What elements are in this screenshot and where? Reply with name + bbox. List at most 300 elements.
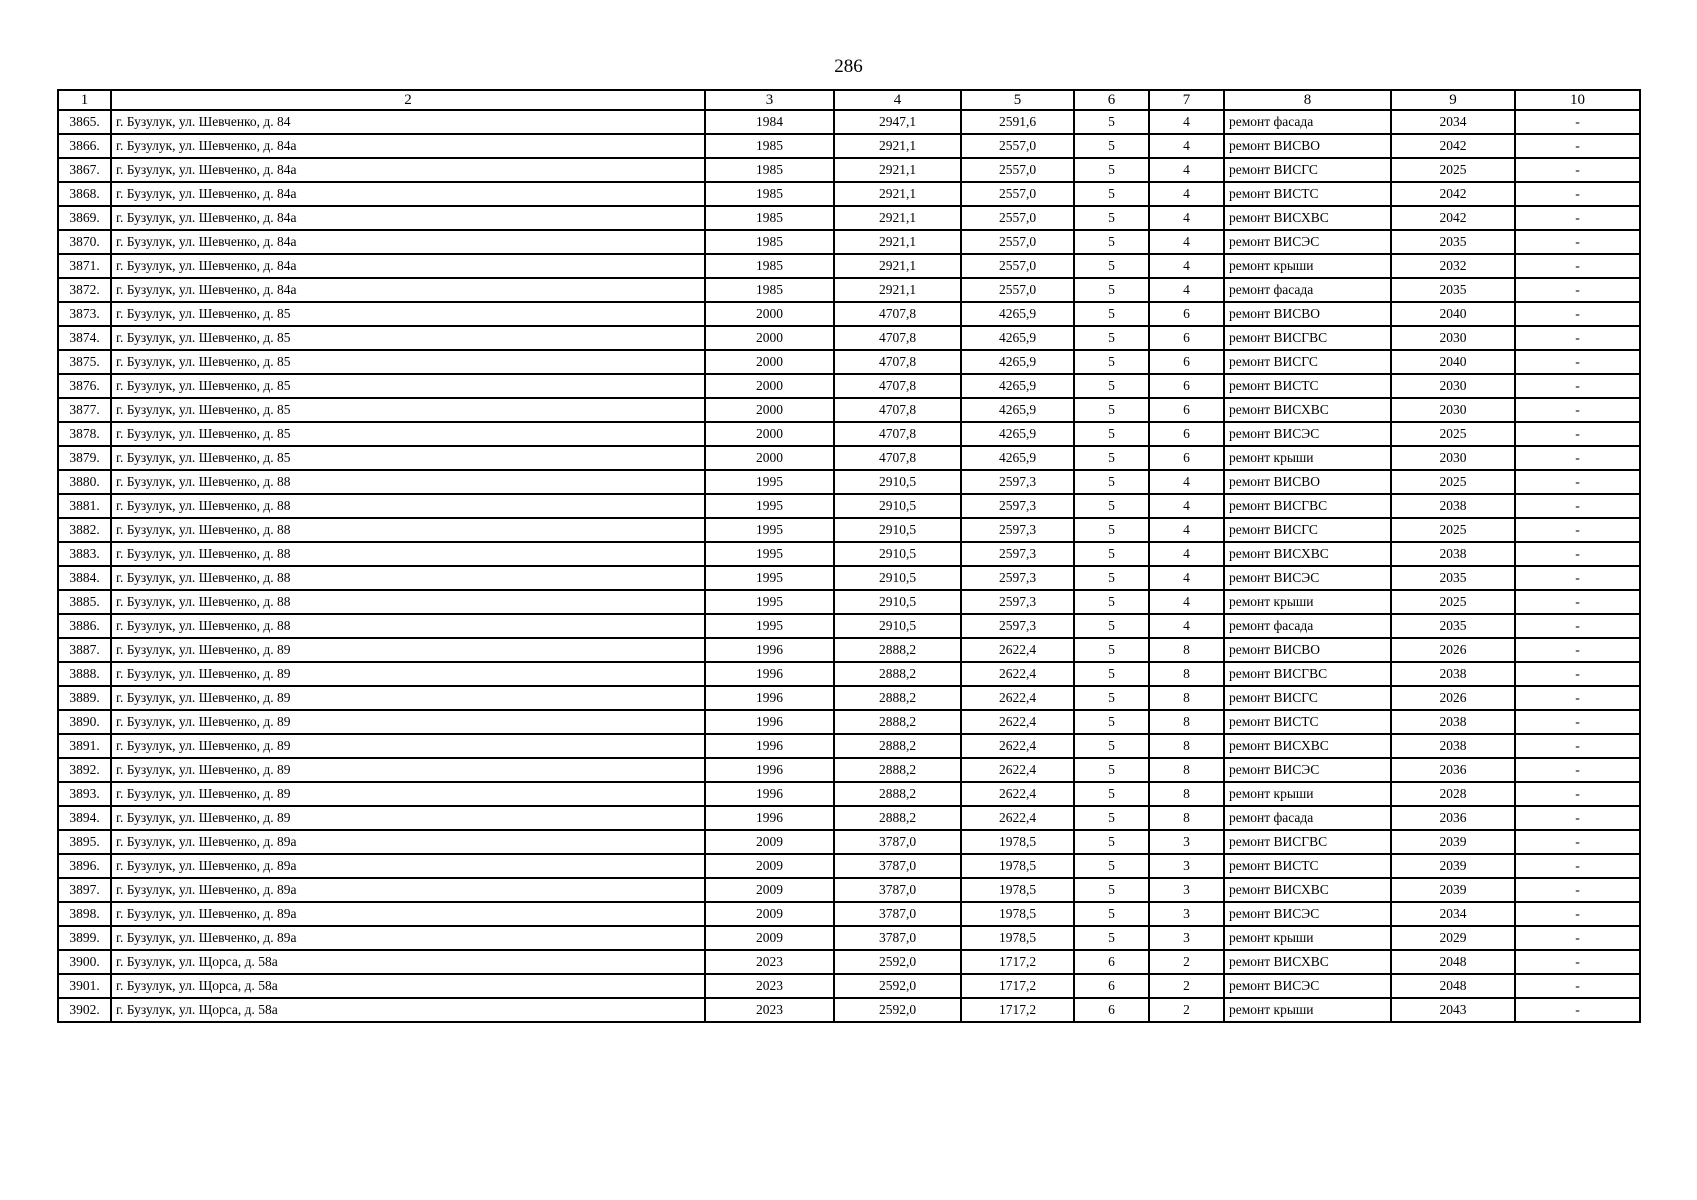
table-header-row — [58, 90, 1640, 110]
cell-floors: 5 — [1074, 830, 1149, 854]
cell-repair-type: ремонт фасада — [1224, 614, 1391, 638]
cell-living-area: 4265,9 — [961, 398, 1074, 422]
cell-floors: 5 — [1074, 638, 1149, 662]
cell-row-number: 3868. — [58, 182, 111, 206]
cell-floors: 5 — [1074, 758, 1149, 782]
cell-living-area: 2591,6 — [961, 110, 1074, 134]
cell-address: г. Бузулук, ул. Шевченко, д. 88 — [111, 614, 705, 638]
cell-living-area: 2622,4 — [961, 662, 1074, 686]
cell-entrances: 6 — [1149, 398, 1224, 422]
cell-row-number: 3884. — [58, 566, 111, 590]
cell-row-number: 3889. — [58, 686, 111, 710]
table-row — [58, 950, 1640, 974]
cell-living-area: 2597,3 — [961, 614, 1074, 638]
cell-living-area: 4265,9 — [961, 446, 1074, 470]
cell-living-area: 2597,3 — [961, 542, 1074, 566]
cell-note: - — [1515, 278, 1640, 302]
cell-repair-type: ремонт ВИСХВС — [1224, 398, 1391, 422]
cell-year-built: 2000 — [705, 398, 834, 422]
cell-repair-type: ремонт фасада — [1224, 278, 1391, 302]
cell-total-area: 4707,8 — [834, 302, 961, 326]
cell-note: - — [1515, 518, 1640, 542]
cell-year-built: 1995 — [705, 542, 834, 566]
table-row — [58, 734, 1640, 758]
cell-floors: 5 — [1074, 206, 1149, 230]
cell-repair-year: 2038 — [1391, 542, 1515, 566]
cell-row-number: 3865. — [58, 110, 111, 134]
cell-repair-type: ремонт ВИСЭС — [1224, 230, 1391, 254]
cell-total-area: 2921,1 — [834, 158, 961, 182]
cell-entrances: 4 — [1149, 182, 1224, 206]
cell-living-area: 2622,4 — [961, 710, 1074, 734]
cell-entrances: 4 — [1149, 206, 1224, 230]
cell-repair-year: 2025 — [1391, 590, 1515, 614]
table-row — [58, 662, 1640, 686]
cell-row-number: 3869. — [58, 206, 111, 230]
cell-floors: 5 — [1074, 374, 1149, 398]
cell-repair-type: ремонт ВИСВО — [1224, 638, 1391, 662]
cell-entrances: 6 — [1149, 446, 1224, 470]
cell-entrances: 6 — [1149, 350, 1224, 374]
cell-total-area: 3787,0 — [834, 926, 961, 950]
cell-address: г. Бузулук, ул. Шевченко, д. 84 — [111, 110, 705, 134]
table-row — [58, 254, 1640, 278]
cell-repair-year: 2039 — [1391, 878, 1515, 902]
cell-total-area: 2910,5 — [834, 518, 961, 542]
cell-repair-year: 2025 — [1391, 518, 1515, 542]
cell-repair-year: 2034 — [1391, 902, 1515, 926]
page-number: 286 — [834, 56, 863, 77]
cell-repair-year: 2026 — [1391, 638, 1515, 662]
cell-note: - — [1515, 182, 1640, 206]
cell-note: - — [1515, 134, 1640, 158]
cell-note: - — [1515, 494, 1640, 518]
column-header-2: 2 — [111, 90, 705, 110]
cell-note: - — [1515, 374, 1640, 398]
cell-entrances: 4 — [1149, 158, 1224, 182]
cell-repair-year: 2042 — [1391, 206, 1515, 230]
cell-floors: 6 — [1074, 950, 1149, 974]
cell-repair-type: ремонт ВИСХВС — [1224, 206, 1391, 230]
cell-address: г. Бузулук, ул. Шевченко, д. 88 — [111, 494, 705, 518]
cell-total-area: 4707,8 — [834, 350, 961, 374]
cell-repair-type: ремонт ВИСТС — [1224, 854, 1391, 878]
cell-address: г. Бузулук, ул. Шевченко, д. 85 — [111, 422, 705, 446]
cell-floors: 5 — [1074, 542, 1149, 566]
cell-address: г. Бузулук, ул. Шевченко, д. 89 — [111, 734, 705, 758]
cell-living-area: 2622,4 — [961, 734, 1074, 758]
cell-floors: 5 — [1074, 926, 1149, 950]
cell-entrances: 4 — [1149, 518, 1224, 542]
cell-living-area: 4265,9 — [961, 302, 1074, 326]
cell-year-built: 1985 — [705, 206, 834, 230]
cell-repair-type: ремонт ВИСВО — [1224, 470, 1391, 494]
cell-year-built: 1985 — [705, 134, 834, 158]
table-row — [58, 230, 1640, 254]
cell-repair-type: ремонт фасада — [1224, 110, 1391, 134]
cell-entrances: 4 — [1149, 614, 1224, 638]
cell-living-area: 4265,9 — [961, 326, 1074, 350]
cell-row-number: 3885. — [58, 590, 111, 614]
cell-repair-year: 2025 — [1391, 158, 1515, 182]
cell-note: - — [1515, 782, 1640, 806]
cell-row-number: 3883. — [58, 542, 111, 566]
cell-repair-year: 2035 — [1391, 230, 1515, 254]
table-row — [58, 326, 1640, 350]
cell-repair-year: 2038 — [1391, 734, 1515, 758]
cell-floors: 5 — [1074, 662, 1149, 686]
cell-address: г. Бузулук, ул. Шевченко, д. 88 — [111, 590, 705, 614]
cell-entrances: 6 — [1149, 422, 1224, 446]
cell-floors: 5 — [1074, 566, 1149, 590]
cell-total-area: 2947,1 — [834, 110, 961, 134]
cell-repair-year: 2036 — [1391, 806, 1515, 830]
cell-note: - — [1515, 158, 1640, 182]
cell-address: г. Бузулук, ул. Шевченко, д. 89 — [111, 710, 705, 734]
cell-entrances: 3 — [1149, 878, 1224, 902]
cell-address: г. Бузулук, ул. Шевченко, д. 89а — [111, 878, 705, 902]
cell-row-number: 3882. — [58, 518, 111, 542]
cell-address: г. Бузулук, ул. Шевченко, д. 85 — [111, 326, 705, 350]
cell-total-area: 3787,0 — [834, 878, 961, 902]
cell-row-number: 3876. — [58, 374, 111, 398]
cell-repair-year: 2036 — [1391, 758, 1515, 782]
cell-living-area: 2622,4 — [961, 758, 1074, 782]
cell-repair-year: 2038 — [1391, 494, 1515, 518]
cell-address: г. Бузулук, ул. Щорса, д. 58а — [111, 950, 705, 974]
cell-total-area: 2910,5 — [834, 566, 961, 590]
cell-row-number: 3873. — [58, 302, 111, 326]
cell-repair-year: 2035 — [1391, 278, 1515, 302]
cell-repair-type: ремонт ВИСЭС — [1224, 758, 1391, 782]
cell-living-area: 1978,5 — [961, 878, 1074, 902]
cell-note: - — [1515, 854, 1640, 878]
cell-entrances: 8 — [1149, 782, 1224, 806]
cell-living-area: 4265,9 — [961, 374, 1074, 398]
cell-floors: 5 — [1074, 278, 1149, 302]
cell-address: г. Бузулук, ул. Шевченко, д. 89а — [111, 854, 705, 878]
cell-repair-type: ремонт ВИСТС — [1224, 182, 1391, 206]
cell-row-number: 3874. — [58, 326, 111, 350]
cell-entrances: 8 — [1149, 710, 1224, 734]
cell-entrances: 8 — [1149, 638, 1224, 662]
cell-floors: 5 — [1074, 782, 1149, 806]
cell-row-number: 3891. — [58, 734, 111, 758]
cell-note: - — [1515, 998, 1640, 1022]
cell-total-area: 2921,1 — [834, 254, 961, 278]
cell-living-area: 2622,4 — [961, 806, 1074, 830]
cell-year-built: 1996 — [705, 782, 834, 806]
cell-year-built: 1985 — [705, 278, 834, 302]
cell-row-number: 3897. — [58, 878, 111, 902]
cell-row-number: 3881. — [58, 494, 111, 518]
table-row — [58, 542, 1640, 566]
cell-floors: 5 — [1074, 878, 1149, 902]
cell-address: г. Бузулук, ул. Шевченко, д. 84а — [111, 206, 705, 230]
cell-total-area: 2921,1 — [834, 278, 961, 302]
cell-repair-type: ремонт крыши — [1224, 926, 1391, 950]
cell-living-area: 1978,5 — [961, 902, 1074, 926]
table-row — [58, 374, 1640, 398]
cell-note: - — [1515, 806, 1640, 830]
cell-address: г. Бузулук, ул. Шевченко, д. 84а — [111, 158, 705, 182]
table-row — [58, 182, 1640, 206]
register-table — [57, 89, 1641, 1023]
cell-total-area: 2592,0 — [834, 950, 961, 974]
table-row — [58, 638, 1640, 662]
cell-repair-type: ремонт ВИСХВС — [1224, 950, 1391, 974]
cell-entrances: 4 — [1149, 470, 1224, 494]
cell-repair-year: 2026 — [1391, 686, 1515, 710]
cell-address: г. Бузулук, ул. Шевченко, д. 85 — [111, 398, 705, 422]
cell-address: г. Бузулук, ул. Шевченко, д. 84а — [111, 230, 705, 254]
column-header-7: 7 — [1149, 90, 1224, 110]
cell-living-area: 1978,5 — [961, 926, 1074, 950]
cell-total-area: 2921,1 — [834, 206, 961, 230]
cell-entrances: 3 — [1149, 902, 1224, 926]
cell-floors: 6 — [1074, 974, 1149, 998]
cell-note: - — [1515, 230, 1640, 254]
cell-total-area: 2921,1 — [834, 182, 961, 206]
table-row — [58, 422, 1640, 446]
cell-year-built: 1995 — [705, 518, 834, 542]
cell-repair-year: 2048 — [1391, 974, 1515, 998]
cell-row-number: 3899. — [58, 926, 111, 950]
cell-note: - — [1515, 926, 1640, 950]
table-row — [58, 686, 1640, 710]
cell-floors: 6 — [1074, 998, 1149, 1022]
column-header-5: 5 — [961, 90, 1074, 110]
cell-row-number: 3892. — [58, 758, 111, 782]
cell-note: - — [1515, 638, 1640, 662]
table-row — [58, 350, 1640, 374]
cell-year-built: 2009 — [705, 902, 834, 926]
cell-repair-year: 2038 — [1391, 662, 1515, 686]
column-header-3: 3 — [705, 90, 834, 110]
cell-repair-type: ремонт ВИСТС — [1224, 710, 1391, 734]
cell-total-area: 2910,5 — [834, 590, 961, 614]
cell-floors: 5 — [1074, 518, 1149, 542]
table-row — [58, 782, 1640, 806]
cell-year-built: 1995 — [705, 470, 834, 494]
cell-note: - — [1515, 686, 1640, 710]
cell-total-area: 2910,5 — [834, 614, 961, 638]
cell-floors: 5 — [1074, 422, 1149, 446]
cell-year-built: 1985 — [705, 182, 834, 206]
table-row — [58, 494, 1640, 518]
cell-note: - — [1515, 446, 1640, 470]
cell-entrances: 4 — [1149, 134, 1224, 158]
column-header-4: 4 — [834, 90, 961, 110]
cell-address: г. Бузулук, ул. Шевченко, д. 88 — [111, 542, 705, 566]
cell-living-area: 2622,4 — [961, 638, 1074, 662]
cell-repair-type: ремонт ВИСХВС — [1224, 878, 1391, 902]
cell-year-built: 2009 — [705, 854, 834, 878]
cell-repair-year: 2025 — [1391, 470, 1515, 494]
cell-year-built: 1996 — [705, 734, 834, 758]
cell-floors: 5 — [1074, 734, 1149, 758]
cell-address: г. Бузулук, ул. Шевченко, д. 89 — [111, 638, 705, 662]
cell-living-area: 2557,0 — [961, 134, 1074, 158]
cell-floors: 5 — [1074, 326, 1149, 350]
cell-entrances: 8 — [1149, 686, 1224, 710]
cell-repair-type: ремонт ВИСГВС — [1224, 662, 1391, 686]
cell-repair-year: 2030 — [1391, 398, 1515, 422]
cell-repair-type: ремонт ВИСХВС — [1224, 734, 1391, 758]
cell-repair-year: 2032 — [1391, 254, 1515, 278]
cell-year-built: 2000 — [705, 350, 834, 374]
cell-floors: 5 — [1074, 494, 1149, 518]
table-row — [58, 278, 1640, 302]
table-row — [58, 614, 1640, 638]
cell-address: г. Бузулук, ул. Щорса, д. 58а — [111, 998, 705, 1022]
table-row — [58, 902, 1640, 926]
cell-note: - — [1515, 254, 1640, 278]
cell-floors: 5 — [1074, 350, 1149, 374]
cell-row-number: 3877. — [58, 398, 111, 422]
cell-year-built: 1996 — [705, 806, 834, 830]
cell-entrances: 4 — [1149, 278, 1224, 302]
cell-total-area: 4707,8 — [834, 374, 961, 398]
cell-floors: 5 — [1074, 134, 1149, 158]
cell-total-area: 2592,0 — [834, 974, 961, 998]
cell-repair-type: ремонт ВИСГС — [1224, 158, 1391, 182]
cell-entrances: 3 — [1149, 830, 1224, 854]
table-row — [58, 854, 1640, 878]
cell-entrances: 8 — [1149, 662, 1224, 686]
cell-repair-year: 2038 — [1391, 710, 1515, 734]
cell-row-number: 3872. — [58, 278, 111, 302]
cell-repair-type: ремонт ВИСХВС — [1224, 542, 1391, 566]
cell-living-area: 1717,2 — [961, 998, 1074, 1022]
cell-entrances: 3 — [1149, 926, 1224, 950]
cell-row-number: 3886. — [58, 614, 111, 638]
cell-year-built: 2023 — [705, 950, 834, 974]
cell-repair-type: ремонт ВИСГВС — [1224, 326, 1391, 350]
cell-repair-type: ремонт ВИСЭС — [1224, 422, 1391, 446]
cell-address: г. Бузулук, ул. Шевченко, д. 84а — [111, 278, 705, 302]
cell-floors: 5 — [1074, 446, 1149, 470]
cell-note: - — [1515, 614, 1640, 638]
cell-note: - — [1515, 758, 1640, 782]
cell-entrances: 6 — [1149, 326, 1224, 350]
cell-living-area: 4265,9 — [961, 422, 1074, 446]
cell-entrances: 2 — [1149, 950, 1224, 974]
cell-year-built: 2009 — [705, 878, 834, 902]
cell-total-area: 4707,8 — [834, 446, 961, 470]
cell-entrances: 4 — [1149, 542, 1224, 566]
cell-row-number: 3896. — [58, 854, 111, 878]
cell-repair-year: 2035 — [1391, 566, 1515, 590]
column-header-1: 1 — [58, 90, 111, 110]
column-header-9: 9 — [1391, 90, 1515, 110]
table-row — [58, 134, 1640, 158]
cell-address: г. Бузулук, ул. Шевченко, д. 88 — [111, 470, 705, 494]
cell-row-number: 3879. — [58, 446, 111, 470]
cell-year-built: 1984 — [705, 110, 834, 134]
cell-year-built: 1995 — [705, 494, 834, 518]
cell-floors: 5 — [1074, 158, 1149, 182]
cell-total-area: 2888,2 — [834, 734, 961, 758]
cell-note: - — [1515, 302, 1640, 326]
cell-row-number: 3901. — [58, 974, 111, 998]
cell-row-number: 3867. — [58, 158, 111, 182]
cell-repair-type: ремонт крыши — [1224, 782, 1391, 806]
cell-total-area: 2910,5 — [834, 494, 961, 518]
cell-entrances: 2 — [1149, 998, 1224, 1022]
cell-repair-type: ремонт крыши — [1224, 590, 1391, 614]
cell-note: - — [1515, 398, 1640, 422]
cell-row-number: 3866. — [58, 134, 111, 158]
cell-total-area: 2888,2 — [834, 662, 961, 686]
cell-living-area: 2557,0 — [961, 230, 1074, 254]
cell-note: - — [1515, 662, 1640, 686]
cell-entrances: 4 — [1149, 590, 1224, 614]
cell-note: - — [1515, 878, 1640, 902]
cell-entrances: 4 — [1149, 110, 1224, 134]
cell-row-number: 3887. — [58, 638, 111, 662]
cell-repair-year: 2040 — [1391, 302, 1515, 326]
cell-address: г. Бузулук, ул. Шевченко, д. 85 — [111, 374, 705, 398]
cell-entrances: 4 — [1149, 254, 1224, 278]
cell-total-area: 4707,8 — [834, 398, 961, 422]
cell-repair-type: ремонт крыши — [1224, 254, 1391, 278]
cell-repair-year: 2035 — [1391, 614, 1515, 638]
cell-note: - — [1515, 590, 1640, 614]
cell-repair-year: 2030 — [1391, 446, 1515, 470]
cell-repair-type: ремонт ВИСГС — [1224, 350, 1391, 374]
table-row — [58, 590, 1640, 614]
cell-total-area: 2910,5 — [834, 542, 961, 566]
cell-year-built: 2009 — [705, 830, 834, 854]
cell-entrances: 6 — [1149, 374, 1224, 398]
cell-row-number: 3880. — [58, 470, 111, 494]
table-row — [58, 518, 1640, 542]
table-row — [58, 830, 1640, 854]
cell-address: г. Бузулук, ул. Шевченко, д. 89а — [111, 926, 705, 950]
cell-living-area: 1978,5 — [961, 830, 1074, 854]
cell-living-area: 2557,0 — [961, 254, 1074, 278]
cell-address: г. Бузулук, ул. Шевченко, д. 85 — [111, 446, 705, 470]
cell-total-area: 3787,0 — [834, 902, 961, 926]
cell-total-area: 2921,1 — [834, 134, 961, 158]
table-row — [58, 710, 1640, 734]
table-row — [58, 998, 1640, 1022]
cell-total-area: 4707,8 — [834, 422, 961, 446]
cell-year-built: 1996 — [705, 710, 834, 734]
cell-floors: 5 — [1074, 254, 1149, 278]
cell-address: г. Бузулук, ул. Шевченко, д. 84а — [111, 134, 705, 158]
cell-note: - — [1515, 902, 1640, 926]
cell-floors: 5 — [1074, 854, 1149, 878]
cell-repair-year: 2042 — [1391, 134, 1515, 158]
cell-total-area: 2888,2 — [834, 806, 961, 830]
cell-row-number: 3900. — [58, 950, 111, 974]
cell-entrances: 4 — [1149, 494, 1224, 518]
cell-living-area: 2597,3 — [961, 494, 1074, 518]
cell-living-area: 2557,0 — [961, 158, 1074, 182]
cell-total-area: 3787,0 — [834, 830, 961, 854]
table-row — [58, 470, 1640, 494]
cell-living-area: 2622,4 — [961, 782, 1074, 806]
cell-repair-year: 2030 — [1391, 374, 1515, 398]
cell-row-number: 3902. — [58, 998, 111, 1022]
cell-note: - — [1515, 566, 1640, 590]
column-header-10: 10 — [1515, 90, 1640, 110]
cell-row-number: 3871. — [58, 254, 111, 278]
cell-address: г. Бузулук, ул. Шевченко, д. 88 — [111, 566, 705, 590]
cell-year-built: 1985 — [705, 230, 834, 254]
